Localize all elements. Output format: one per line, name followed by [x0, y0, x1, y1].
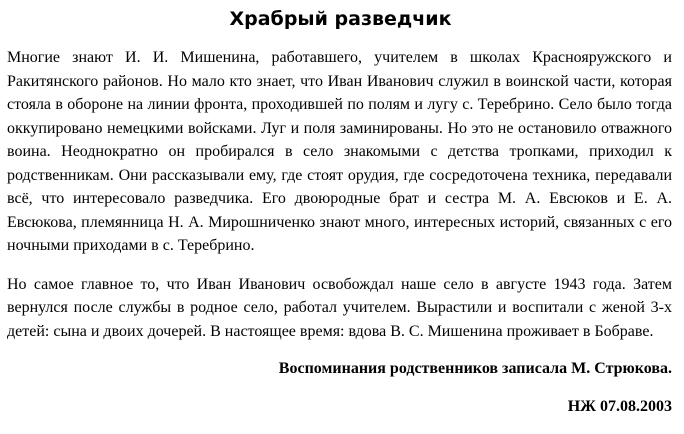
article-paragraph-2: Но самое главное то, что Иван Иванович освобождал наше село в августе 1943 года. Затем вернулся после службы в родное село, работал учителем. Вырастили и воспитали с женой 3-х детей: сына и двоих дочерей. В настоящее время: вдова В. С. Мишенина проживает в Бобраве. — [7, 275, 672, 340]
source-reference: НЖ 07.08.2003 — [567, 398, 672, 415]
article-title: Храбрый разведчик — [229, 8, 452, 30]
author-signature: Воспоминания родственников записала М. Стрюкова. — [278, 360, 672, 377]
article-paragraph-1: Многие знают И. И. Мишенина, работавшего, учителем в школах Краснояружского и Ракитянского районов. Но мало кто знает, что Иван Иванович служил в воинской части, которая стояла в обороне на линии фронта, проходившей по полям и лугу с. Теребрино. Село было тогда оккупировано немецкими войсками. Луг и поля заминированы. Но это не остановило отважного воина. Неоднократно он пробирался в село знакомыми с детства тропками, приходил к родственникам. Они рассказывали ему, где стоят орудия, где сосредоточена техника, передавали всё, что интересовало разведчика. Его двоюродные брат и сестра М. А. Евсюков и Е. А. Евсюкова, племянница Н. А. Мирошниченко знают много, интересных историй, связанных с его ночными приходами в с. Теребрино. — [7, 49, 672, 254]
